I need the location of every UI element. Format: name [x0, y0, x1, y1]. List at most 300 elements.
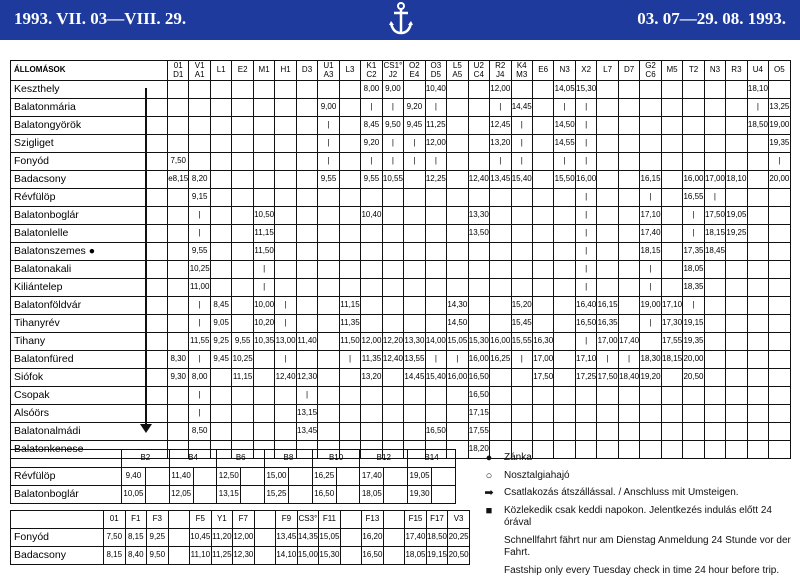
- time-cell: [361, 225, 382, 243]
- legend-text: Fastship only every Tuesday check in time 24 hour before trip.: [504, 564, 780, 576]
- time-cell: 18,05: [683, 261, 704, 279]
- column-header: F5: [190, 511, 212, 529]
- time-cell: |: [704, 189, 725, 207]
- time-cell: [168, 315, 189, 333]
- time-cell: [704, 387, 725, 405]
- time-cell: [661, 279, 682, 297]
- time-cell: [361, 261, 382, 279]
- timetable-row: [11, 547, 470, 565]
- time-cell: [296, 315, 317, 333]
- time-cell: [232, 315, 253, 333]
- time-cell: 9,20: [404, 99, 425, 117]
- time-cell: [339, 81, 360, 99]
- time-cell: 17,50: [704, 207, 725, 225]
- time-cell: 19,30: [408, 486, 432, 504]
- time-cell: 10,35: [253, 333, 274, 351]
- time-cell: [168, 261, 189, 279]
- time-cell: [490, 369, 511, 387]
- station-name: Badacsony: [11, 171, 168, 189]
- time-cell: |: [404, 135, 425, 153]
- time-cell: [253, 405, 274, 423]
- time-cell: [382, 207, 403, 225]
- column-header: B8: [265, 450, 313, 468]
- time-cell: [661, 135, 682, 153]
- time-cell: [490, 387, 511, 405]
- time-cell: 8,45: [361, 117, 382, 135]
- route-code: E4: [409, 69, 420, 79]
- station-row: [11, 315, 791, 333]
- time-cell: [232, 99, 253, 117]
- time-cell: [296, 225, 317, 243]
- time-cell: [361, 405, 382, 423]
- time-cell: [661, 423, 682, 441]
- time-cell: [532, 207, 553, 225]
- time-cell: 18,35: [683, 279, 704, 297]
- time-cell: [597, 117, 618, 135]
- time-cell: [145, 486, 169, 504]
- time-cell: 11,35: [361, 351, 382, 369]
- time-cell: [490, 423, 511, 441]
- time-cell: [168, 387, 189, 405]
- legend: [482, 452, 794, 582]
- column-header: [189, 61, 210, 81]
- time-cell: |: [575, 243, 596, 261]
- column-header: [618, 61, 639, 81]
- time-cell: [554, 189, 575, 207]
- time-cell: 16,50: [468, 369, 489, 387]
- time-cell: [288, 486, 312, 504]
- time-cell: [288, 468, 312, 486]
- time-cell: |: [640, 315, 661, 333]
- time-cell: [254, 529, 276, 547]
- time-cell: 9,05: [210, 315, 231, 333]
- time-cell: [597, 135, 618, 153]
- time-cell: 10,40: [425, 81, 446, 99]
- time-cell: [618, 387, 639, 405]
- time-cell: [640, 405, 661, 423]
- time-cell: |: [490, 153, 511, 171]
- station-name: Balatonkenese: [11, 441, 168, 459]
- column-header: B2: [122, 450, 170, 468]
- time-cell: |: [253, 261, 274, 279]
- time-cell: [189, 117, 210, 135]
- station-row: [11, 171, 791, 189]
- time-cell: [468, 99, 489, 117]
- time-cell: 17,00: [532, 351, 553, 369]
- time-cell: |: [361, 153, 382, 171]
- time-cell: 10,55: [382, 171, 403, 189]
- route-code: J2: [388, 69, 398, 79]
- time-cell: [318, 387, 339, 405]
- time-cell: [318, 243, 339, 261]
- time-cell: 19,05: [726, 207, 747, 225]
- station-name: Tihanyrév: [11, 315, 168, 333]
- time-cell: [769, 405, 790, 423]
- time-cell: 14,10: [276, 547, 298, 565]
- time-cell: [575, 405, 596, 423]
- time-cell: [554, 297, 575, 315]
- column-header: [468, 61, 489, 81]
- time-cell: [275, 243, 296, 261]
- time-cell: 18,50: [426, 529, 448, 547]
- time-cell: [318, 405, 339, 423]
- time-cell: [253, 351, 274, 369]
- time-cell: [597, 261, 618, 279]
- time-cell: 13,45: [296, 423, 317, 441]
- time-cell: |: [575, 261, 596, 279]
- time-cell: [726, 99, 747, 117]
- time-cell: |: [640, 279, 661, 297]
- time-cell: [253, 387, 274, 405]
- time-cell: [383, 547, 405, 565]
- station-name: Balatonalmádi: [11, 423, 168, 441]
- route-code: L7: [603, 65, 613, 75]
- time-cell: 8,50: [189, 423, 210, 441]
- route-code: A1: [194, 69, 205, 79]
- time-cell: [339, 189, 360, 207]
- time-cell: [747, 135, 768, 153]
- time-cell: [447, 99, 468, 117]
- time-cell: |: [747, 99, 768, 117]
- time-cell: [275, 387, 296, 405]
- time-cell: [640, 99, 661, 117]
- time-cell: [661, 81, 682, 99]
- column-header: F3: [147, 511, 169, 529]
- column-header: [168, 61, 189, 81]
- time-cell: 14,45: [511, 99, 532, 117]
- time-cell: [618, 153, 639, 171]
- time-cell: [490, 315, 511, 333]
- station-row: [11, 117, 791, 135]
- time-cell: [683, 117, 704, 135]
- time-cell: [361, 189, 382, 207]
- route-code: J4: [496, 69, 505, 79]
- time-cell: 12,05: [169, 486, 193, 504]
- column-header: [383, 511, 405, 529]
- time-cell: [404, 81, 425, 99]
- column-header: [296, 61, 317, 81]
- time-cell: |: [189, 351, 210, 369]
- time-cell: [532, 387, 553, 405]
- time-cell: 10,40: [361, 207, 382, 225]
- time-cell: [683, 81, 704, 99]
- time-cell: 13,15: [296, 405, 317, 423]
- time-cell: [511, 423, 532, 441]
- time-cell: 18,05: [360, 486, 384, 504]
- time-cell: [554, 387, 575, 405]
- column-header: [254, 511, 276, 529]
- time-cell: [726, 261, 747, 279]
- time-cell: [361, 243, 382, 261]
- time-cell: |: [575, 153, 596, 171]
- column-header: [425, 61, 446, 81]
- open-circle-icon: ○: [485, 469, 493, 482]
- time-cell: 10,00: [253, 297, 274, 315]
- time-cell: |: [618, 351, 639, 369]
- time-cell: [597, 405, 618, 423]
- time-cell: [511, 81, 532, 99]
- route-code: A3: [323, 69, 334, 79]
- time-cell: [275, 225, 296, 243]
- time-cell: [447, 135, 468, 153]
- time-cell: [253, 81, 274, 99]
- time-cell: 16,30: [532, 333, 553, 351]
- column-header: F15: [405, 511, 427, 529]
- time-cell: [683, 387, 704, 405]
- time-cell: [769, 351, 790, 369]
- time-cell: [532, 315, 553, 333]
- time-cell: [532, 117, 553, 135]
- time-cell: [318, 279, 339, 297]
- time-cell: |: [339, 351, 360, 369]
- time-cell: [661, 261, 682, 279]
- time-cell: [769, 369, 790, 387]
- time-cell: 11,50: [339, 333, 360, 351]
- time-cell: [447, 153, 468, 171]
- column-header: [661, 61, 682, 81]
- time-cell: [661, 369, 682, 387]
- route-code: E6: [538, 65, 549, 75]
- time-cell: 17,40: [640, 225, 661, 243]
- route-code: L1: [216, 65, 226, 75]
- time-cell: 8,00: [361, 81, 382, 99]
- time-cell: [425, 207, 446, 225]
- column-header: 01: [104, 511, 126, 529]
- time-cell: [232, 387, 253, 405]
- time-cell: [404, 279, 425, 297]
- time-cell: [640, 333, 661, 351]
- time-cell: 16,50: [575, 315, 596, 333]
- time-cell: |: [640, 261, 661, 279]
- time-cell: [253, 135, 274, 153]
- time-cell: |: [575, 99, 596, 117]
- time-cell: [296, 81, 317, 99]
- column-header: B6: [217, 450, 265, 468]
- time-cell: [168, 405, 189, 423]
- time-cell: [511, 261, 532, 279]
- time-cell: [336, 486, 360, 504]
- route-code: M1: [258, 65, 270, 75]
- time-cell: [661, 171, 682, 189]
- time-cell: 17,25: [575, 369, 596, 387]
- column-header: [726, 61, 747, 81]
- time-cell: [769, 225, 790, 243]
- time-cell: 9,20: [361, 135, 382, 153]
- time-cell: |: [382, 135, 403, 153]
- time-cell: [339, 369, 360, 387]
- time-cell: [339, 99, 360, 117]
- time-cell: 12,40: [382, 351, 403, 369]
- column-header: F11: [319, 511, 341, 529]
- time-cell: [253, 369, 274, 387]
- column-header: B4: [169, 450, 217, 468]
- time-cell: [597, 207, 618, 225]
- time-cell: [661, 207, 682, 225]
- time-cell: [597, 189, 618, 207]
- station-row: [11, 81, 791, 99]
- time-cell: [425, 243, 446, 261]
- direction-arrowhead: [140, 424, 152, 433]
- time-cell: [511, 243, 532, 261]
- time-cell: [296, 189, 317, 207]
- station-row: [11, 369, 791, 387]
- time-cell: [769, 207, 790, 225]
- time-cell: [532, 243, 553, 261]
- arrow-icon: ➡: [484, 487, 494, 499]
- time-cell: 10,50: [253, 207, 274, 225]
- time-cell: [532, 135, 553, 153]
- time-cell: 16,00: [683, 171, 704, 189]
- time-cell: [168, 297, 189, 315]
- route-code: V1: [194, 61, 205, 71]
- time-cell: [447, 387, 468, 405]
- time-cell: |: [425, 351, 446, 369]
- time-cell: 11,35: [339, 315, 360, 333]
- time-cell: 12,00: [361, 333, 382, 351]
- time-cell: [532, 225, 553, 243]
- time-cell: [747, 369, 768, 387]
- route-code: 01: [173, 61, 183, 71]
- time-cell: [275, 99, 296, 117]
- time-cell: [726, 153, 747, 171]
- time-cell: [704, 315, 725, 333]
- time-cell: 19,35: [683, 333, 704, 351]
- time-cell: [232, 189, 253, 207]
- timetable-row: [11, 486, 456, 504]
- station-name: Balatonszemes ●: [11, 243, 168, 261]
- time-cell: [640, 135, 661, 153]
- time-cell: 9,55: [189, 243, 210, 261]
- time-cell: [640, 423, 661, 441]
- time-cell: [468, 279, 489, 297]
- time-cell: |: [511, 117, 532, 135]
- time-cell: 15,30: [575, 81, 596, 99]
- time-cell: [210, 387, 231, 405]
- time-cell: [618, 189, 639, 207]
- time-cell: 9,55: [318, 171, 339, 189]
- time-cell: |: [189, 387, 210, 405]
- time-cell: |: [189, 225, 210, 243]
- station-row: [11, 387, 791, 405]
- time-cell: [532, 405, 553, 423]
- time-cell: [339, 225, 360, 243]
- time-cell: [447, 117, 468, 135]
- time-cell: 15,45: [511, 315, 532, 333]
- time-cell: [447, 423, 468, 441]
- time-cell: 20,00: [683, 351, 704, 369]
- time-cell: 12,00: [425, 135, 446, 153]
- route-code: R2: [495, 61, 506, 71]
- time-cell: [168, 423, 189, 441]
- time-cell: 8,00: [189, 369, 210, 387]
- time-cell: [532, 99, 553, 117]
- time-cell: [339, 423, 360, 441]
- column-header: [232, 61, 253, 81]
- bevfulop-boglar-table: [10, 449, 456, 504]
- route-code: R3: [731, 65, 742, 75]
- time-cell: 16,50: [362, 547, 384, 565]
- time-cell: [661, 153, 682, 171]
- time-cell: [618, 171, 639, 189]
- time-cell: 9,15: [189, 189, 210, 207]
- time-cell: [340, 547, 362, 565]
- time-cell: 17,10: [575, 351, 596, 369]
- time-cell: 13,45: [490, 171, 511, 189]
- time-cell: [296, 207, 317, 225]
- legend-text: Zánka: [504, 452, 532, 463]
- time-cell: 17,35: [683, 243, 704, 261]
- time-cell: |: [769, 153, 790, 171]
- time-cell: 9,00: [382, 81, 403, 99]
- time-cell: 18,20: [468, 441, 489, 459]
- time-cell: 17,40: [618, 333, 639, 351]
- time-cell: [431, 468, 455, 486]
- time-cell: 12,25: [425, 171, 446, 189]
- time-cell: [554, 225, 575, 243]
- fonyod-badacsony-table: [10, 510, 470, 565]
- date-range-hungarian: 1993. VII. 03—VIII. 29.: [14, 9, 187, 28]
- legend-item: [482, 505, 794, 530]
- station-row: [11, 189, 791, 207]
- time-cell: [168, 117, 189, 135]
- time-cell: [490, 225, 511, 243]
- time-cell: 16,50: [425, 423, 446, 441]
- time-cell: [254, 547, 276, 565]
- time-cell: [747, 225, 768, 243]
- time-cell: [404, 387, 425, 405]
- time-cell: 14,35: [297, 529, 319, 547]
- timetable-row: [11, 529, 470, 547]
- time-cell: [232, 117, 253, 135]
- time-cell: 14,30: [447, 297, 468, 315]
- legend-item: [482, 565, 794, 578]
- time-cell: [747, 153, 768, 171]
- time-cell: 9,50: [382, 117, 403, 135]
- time-cell: |: [511, 135, 532, 153]
- time-cell: [726, 387, 747, 405]
- column-header: [404, 61, 425, 81]
- time-cell: 18,10: [726, 171, 747, 189]
- column-header: [532, 61, 553, 81]
- time-cell: [532, 261, 553, 279]
- column-header: [318, 61, 339, 81]
- time-cell: 16,40: [575, 297, 596, 315]
- time-cell: [296, 279, 317, 297]
- time-cell: [618, 297, 639, 315]
- station-name: Balatonakali: [11, 261, 168, 279]
- time-cell: [339, 243, 360, 261]
- time-cell: [747, 261, 768, 279]
- time-cell: [404, 243, 425, 261]
- time-cell: [726, 333, 747, 351]
- time-cell: 16,35: [597, 315, 618, 333]
- column-header: F17: [426, 511, 448, 529]
- time-cell: 16,25: [312, 468, 336, 486]
- time-cell: [468, 315, 489, 333]
- time-cell: [468, 297, 489, 315]
- time-cell: 12,00: [233, 529, 255, 547]
- time-cell: [490, 189, 511, 207]
- time-cell: 12,30: [296, 369, 317, 387]
- time-cell: 8,30: [168, 351, 189, 369]
- time-cell: [275, 135, 296, 153]
- time-cell: 12,20: [382, 333, 403, 351]
- time-cell: [511, 405, 532, 423]
- time-cell: 20,00: [769, 171, 790, 189]
- time-cell: [511, 225, 532, 243]
- route-code: CS1°: [383, 61, 403, 71]
- anchor-icon: [388, 2, 414, 36]
